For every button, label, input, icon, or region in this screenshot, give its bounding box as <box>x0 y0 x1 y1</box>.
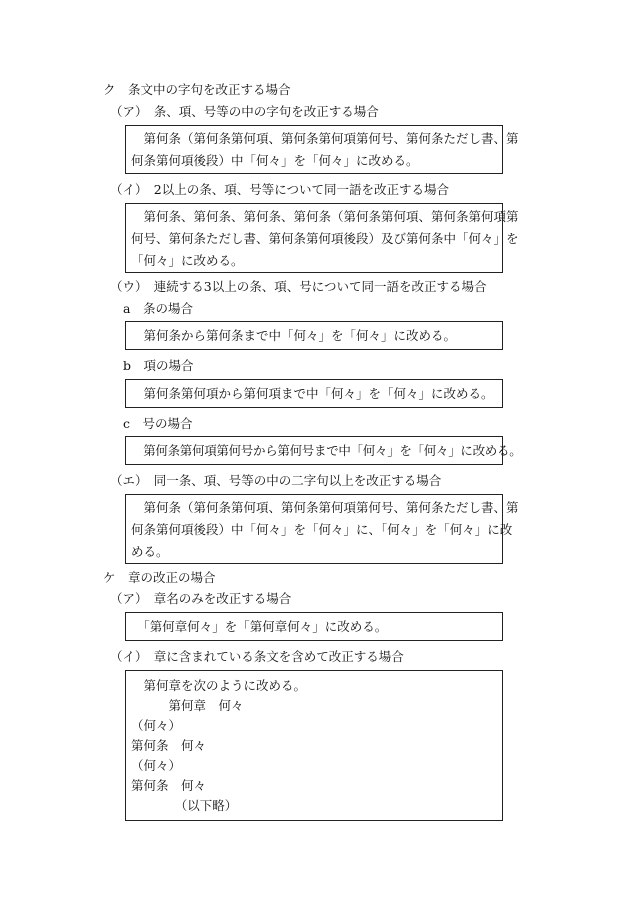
example-line: 第何条、第何条、第何条、第何条（第何条第何項、第何条第何項第 <box>131 209 519 224</box>
section-ku-a-heading: （ア） 条、項、号等の中の字句を改正する場合 <box>110 104 379 119</box>
example-box-ku-i <box>125 203 519 273</box>
example-line: 第何条 何々 <box>131 778 207 793</box>
example-line: 「第何章何々」を「第何章何々」に改める。 <box>131 619 388 634</box>
example-line: （何々） <box>131 718 182 733</box>
example-box-ku-e <box>125 494 519 564</box>
example-line: 何条第何項後段）中「何々」を「何々」に、「何々」を「何々」に改 <box>131 522 513 537</box>
example-line: 第何条から第何条まで中「何々」を「何々」に改める。 <box>131 328 457 343</box>
section-ku-e-heading: （エ） 同一条、項、号等の中の二字句以上を改正する場合 <box>110 473 442 488</box>
example-line: 第何条 何々 <box>131 738 207 753</box>
example-line: 何号、第何条ただし書、第何条第何項後段）及び第何条中「何々」を <box>131 231 519 246</box>
example-line: 第何章 何々 <box>131 698 244 713</box>
example-box-ku-a <box>125 125 519 174</box>
section-ku-u-heading: （ウ） 連続する3以上の条、項、号について同一語を改正する場合 <box>110 279 487 294</box>
example-line: （何々） <box>131 758 182 773</box>
section-ku-u-c-heading: c 号の場合 <box>123 416 193 431</box>
example-line: 第何条第何項第何号から第何号まで中「何々」を「何々」に改める。 <box>131 443 522 458</box>
example-box-ke-a <box>125 612 503 641</box>
section-ku-heading: ク 条文中の字句を改正する場合 <box>103 82 291 97</box>
example-line: 第何条第何項から第何項まで中「何々」を「何々」に改める。 <box>131 386 494 401</box>
section-ke-a-heading: （ア） 章名のみを改正する場合 <box>110 591 292 606</box>
example-box-ku-u-b <box>125 379 503 408</box>
example-box-ku-u-c <box>125 436 522 465</box>
example-line: 第何条（第何条第何項、第何条第何項第何号、第何条ただし書、第 <box>131 500 519 515</box>
example-line: 「何々」に改める。 <box>131 253 244 268</box>
example-box-ku-u-a <box>125 321 503 350</box>
example-box-ke-i <box>125 670 503 821</box>
section-ku-i-heading: （イ） 2以上の条、項、号等について同一語を改正する場合 <box>110 182 449 197</box>
section-ku-u-b-heading: b 項の場合 <box>123 358 194 373</box>
section-ke-i-heading: （イ） 章に含まれている条文を含めて改正する場合 <box>110 649 404 664</box>
example-line: 第何条（第何条第何項、第何条第何項第何号、第何条ただし書、第 <box>131 131 519 146</box>
example-line: （以下略） <box>131 798 238 813</box>
example-line: める。 <box>131 544 169 559</box>
example-line: 何条第何項後段）中「何々」を「何々」に改める。 <box>131 153 419 168</box>
example-line: 第何章を次のように改める。 <box>131 678 307 693</box>
section-ke-heading: ケ 章の改正の場合 <box>103 570 216 585</box>
section-ku-u-a-heading: a 条の場合 <box>123 301 193 316</box>
